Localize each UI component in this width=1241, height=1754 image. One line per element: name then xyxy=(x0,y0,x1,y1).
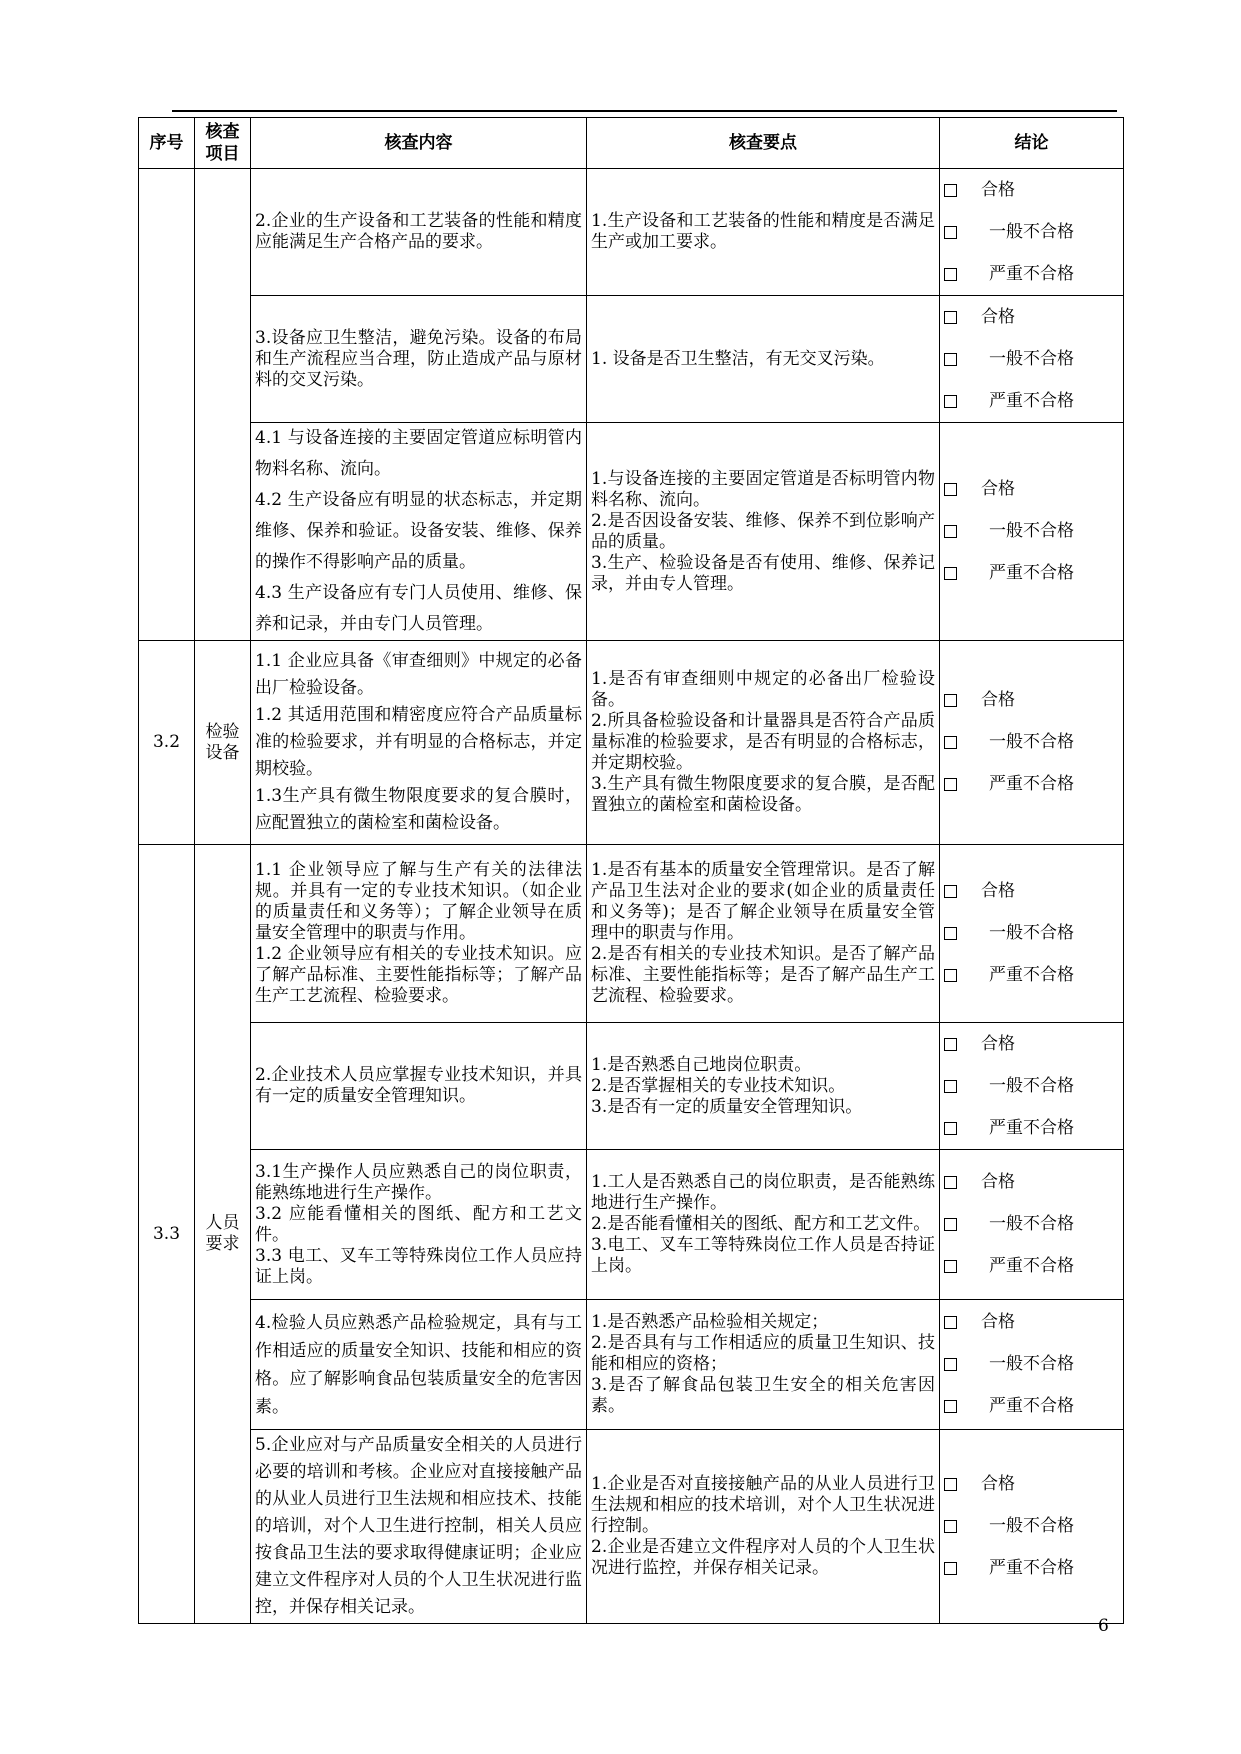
cell-line: 1.2 企业领导应有相关的专业技术知识。应了解产品标准、主要性能指标等；了解产品生产工艺流程、检验要求。 xyxy=(255,944,582,1006)
cell-line: 1.是否有审查细则中规定的必备出厂检验设备。 xyxy=(591,669,935,710)
row-points xyxy=(587,1300,940,1430)
cell-line: 2.企业是否建立文件程序对人员的个人卫生状况进行监控，并保存相关记录。 xyxy=(591,1537,935,1578)
checkbox[interactable] xyxy=(944,927,957,940)
cell-line: 5.企业应对与产品质量安全相关的人员进行必要的培训和考核。企业应对直接接触产品的从业人员进行卫生法规和相应技术、技能的培训，对个人卫生进行控制，相关人员应按食品卫生法的要求取得健康证明；企业应建立文件程序对人员的个人卫生状况进行监控，并保存相关记录。 xyxy=(255,1435,582,1617)
cell-line: 1.2 其适用范围和精密度应符合产品质量标准的检验要求，并有明显的合格标志，并定期校验。 xyxy=(255,705,582,779)
conclusion-option[interactable] xyxy=(944,680,1119,722)
conclusion-option-label: 一般不合格 xyxy=(989,221,1074,242)
cell-line: 4.检验人员应熟悉产品检验规定，具有与工作相适应的质量安全知识、技能和相应的资格。应了解影响食品包装质量安全的危害因素。 xyxy=(255,1312,582,1417)
cell-line: 1.是否熟悉自己地岗位职责。 xyxy=(591,1054,812,1075)
row-content xyxy=(251,1023,587,1150)
conclusion-option[interactable] xyxy=(944,1548,1119,1590)
header-conclusion: 结论 xyxy=(940,118,1124,169)
cell-line: 4.1 与设备连接的主要固定管道应标明管内物料名称、流向。 xyxy=(255,428,582,479)
cell-line: 3.生产、检验设备是否有使用、维修、保养记录，并由专人管理。 xyxy=(591,552,935,594)
checkbox[interactable] xyxy=(944,395,957,408)
conclusion-option-label: 合格 xyxy=(981,690,1015,710)
conclusion-option-label: 一般不合格 xyxy=(989,923,1074,943)
conclusion-cell xyxy=(940,169,1124,296)
table-row xyxy=(139,1430,1124,1624)
conclusion-option[interactable] xyxy=(944,1506,1119,1548)
inspection-table xyxy=(138,117,1124,1624)
header-item-label: 核查项目 xyxy=(205,122,240,164)
cell-line: 1.企业是否对直接接触产品的从业人员进行卫生法规和相应的技术培训，对个人卫生状况进行控制。 xyxy=(591,1474,935,1536)
checkbox[interactable] xyxy=(944,567,957,580)
cell-line: 1.1 企业应具备《审查细则》中规定的必备出厂检验设备。 xyxy=(255,651,582,698)
conclusion-option-label: 严重不合格 xyxy=(989,1396,1074,1416)
row-points xyxy=(587,845,940,1023)
row-content xyxy=(251,1150,587,1300)
cell-line: 1.1 企业领导应了解与生产有关的法律法规。并具有一定的专业技术知识。（如企业的质量责任和义务等）；了解企业领导在质量安全管理中的职责与作用。 xyxy=(255,860,582,943)
conclusion-option-label: 严重不合格 xyxy=(989,563,1074,583)
row-content xyxy=(251,423,587,641)
conclusion-option-label: 严重不合格 xyxy=(989,1117,1074,1138)
checkbox[interactable] xyxy=(944,1260,957,1273)
conclusion-option-label: 一般不合格 xyxy=(989,348,1074,369)
conclusion-option-label: 严重不合格 xyxy=(989,965,1074,985)
cell-line: 3.1生产操作人员应熟悉自己的岗位职责，能熟练地进行生产操作。 xyxy=(255,1161,582,1203)
row-content xyxy=(251,1300,587,1430)
table-row xyxy=(139,845,1124,1023)
conclusion-option-label: 合格 xyxy=(981,1312,1015,1332)
conclusion-option[interactable] xyxy=(944,296,1119,338)
conclusion-option[interactable] xyxy=(944,955,1119,997)
row-item xyxy=(195,169,251,641)
conclusion-option[interactable] xyxy=(944,913,1119,955)
cell-line: 3.设备应卫生整洁，避免污染。设备的布局和生产流程应当合理，防止造成产品与原材料的交叉污染。 xyxy=(255,327,582,390)
conclusion-option[interactable] xyxy=(944,1107,1119,1149)
conclusion-option[interactable] xyxy=(944,1204,1119,1246)
cell-line: 3.电工、叉车工等特殊岗位工作人员是否持证上岗。 xyxy=(591,1235,935,1276)
row-item-label: 检验设备 xyxy=(205,721,240,763)
table-row xyxy=(139,641,1124,845)
checkbox[interactable] xyxy=(944,483,957,496)
checkbox[interactable] xyxy=(944,885,957,898)
checkbox[interactable] xyxy=(944,1038,957,1051)
checkbox[interactable] xyxy=(944,1316,957,1329)
row-points xyxy=(587,423,940,641)
checkbox[interactable] xyxy=(944,1400,957,1413)
cell-line: 1.生产设备和工艺装备的性能和精度是否满足生产或加工要求。 xyxy=(591,211,935,252)
row-content xyxy=(251,1430,587,1624)
header-item xyxy=(195,118,251,169)
conclusion-option-label: 一般不合格 xyxy=(989,732,1074,752)
row-content xyxy=(251,296,587,423)
row-points xyxy=(587,1023,940,1150)
conclusion-option[interactable] xyxy=(944,1065,1119,1107)
conclusion-option[interactable] xyxy=(944,169,1119,211)
row-points xyxy=(587,296,940,423)
cell-line: 1. 设备是否卫生整洁，有无交叉污染。 xyxy=(591,348,885,369)
checkbox[interactable] xyxy=(944,969,957,982)
checkbox[interactable] xyxy=(944,736,957,749)
conclusion-option-label: 一般不合格 xyxy=(989,1516,1074,1536)
checkbox[interactable] xyxy=(944,525,957,538)
cell-line: 2.是否具有与工作相适应的质量卫生知识、技能和相应的资格； xyxy=(591,1333,935,1374)
checkbox[interactable] xyxy=(944,778,957,791)
conclusion-option-label: 合格 xyxy=(981,1172,1015,1192)
conclusion-option-label: 严重不合格 xyxy=(989,1558,1074,1578)
header-rule xyxy=(172,110,1117,112)
conclusion-option[interactable] xyxy=(944,1023,1119,1065)
page-number: 6 xyxy=(1098,1616,1109,1636)
cell-line: 3.3 电工、叉车工等特殊岗位工作人员应持证上岗。 xyxy=(255,1245,582,1287)
cell-line: 2.企业的生产设备和工艺装备的性能和精度应能满足生产合格产品的要求。 xyxy=(255,211,582,252)
row-number: 3.3 xyxy=(139,845,195,1624)
cell-line: 4.2 生产设备应有明显的状态标志，并定期维修、保养和验证。设备安装、维修、保养的操作不得影响产品的质量。 xyxy=(255,490,582,572)
conclusion-option-label: 合格 xyxy=(981,306,1015,327)
cell-line: 1.3生产具有微生物限度要求的复合膜时，应配置独立的菌检室和菌检设备。 xyxy=(255,786,582,833)
row-content xyxy=(251,845,587,1023)
conclusion-option-label: 严重不合格 xyxy=(989,390,1074,411)
conclusion-option[interactable] xyxy=(944,1302,1119,1344)
conclusion-option-label: 合格 xyxy=(981,479,1015,499)
checkbox[interactable] xyxy=(944,1176,957,1189)
checkbox[interactable] xyxy=(944,353,957,366)
cell-line: 1.与设备连接的主要固定管道是否标明管内物料名称、流向。 xyxy=(591,468,935,510)
row-points xyxy=(587,169,940,296)
conclusion-option-label: 一般不合格 xyxy=(989,1214,1074,1234)
conclusion-option[interactable] xyxy=(944,211,1119,253)
conclusion-cell xyxy=(940,1300,1124,1430)
checkbox[interactable] xyxy=(944,1218,957,1231)
cell-line: 3.是否了解食品包装卫生安全的相关危害因素。 xyxy=(591,1375,935,1416)
cell-line: 2.企业技术人员应掌握专业技术知识，并具有一定的质量安全管理知识。 xyxy=(255,1065,582,1106)
conclusion-option[interactable] xyxy=(944,380,1119,422)
checkbox[interactable] xyxy=(944,1562,957,1575)
conclusion-cell xyxy=(940,1430,1124,1624)
cell-line: 2.是否能看懂相关的图纸、配方和工艺文件。 xyxy=(591,1214,931,1234)
conclusion-option-label: 一般不合格 xyxy=(989,1354,1074,1374)
row-item xyxy=(195,845,251,1624)
checkbox[interactable] xyxy=(944,226,957,239)
table-row xyxy=(139,1300,1124,1430)
conclusion-cell xyxy=(940,845,1124,1023)
conclusion-option[interactable] xyxy=(944,553,1119,595)
cell-line: 2.是否有相关的专业技术知识。是否了解产品标准、主要性能指标等；是否了解产品生产工艺流程、检验要求。 xyxy=(591,944,935,1006)
conclusion-cell xyxy=(940,1023,1124,1150)
table-row xyxy=(139,1150,1124,1300)
conclusion-option-label: 严重不合格 xyxy=(989,263,1074,284)
table-row xyxy=(139,169,1124,296)
table-header-row xyxy=(139,118,1124,169)
conclusion-option-label: 合格 xyxy=(981,1474,1015,1494)
row-number: 3.2 xyxy=(139,641,195,845)
conclusion-option[interactable] xyxy=(944,1344,1119,1386)
conclusion-option[interactable] xyxy=(944,1386,1119,1428)
cell-line: 3.2 应能看懂相关的图纸、配方和工艺文件。 xyxy=(255,1203,582,1245)
conclusion-option-label: 合格 xyxy=(981,1033,1015,1054)
conclusion-option[interactable] xyxy=(944,764,1119,806)
conclusion-option-label: 合格 xyxy=(981,881,1015,901)
conclusion-option[interactable] xyxy=(944,338,1119,380)
conclusion-option-label: 一般不合格 xyxy=(989,1075,1074,1096)
cell-line: 4.3 生产设备应有专门人员使用、维修、保养和记录，并由专门人员管理。 xyxy=(255,583,582,634)
conclusion-option-label: 严重不合格 xyxy=(989,774,1074,794)
conclusion-option-label: 合格 xyxy=(981,179,1015,200)
cell-line: 3.生产具有微生物限度要求的复合膜，是否配置独立的菌检室和菌检设备。 xyxy=(591,774,935,815)
checkbox[interactable] xyxy=(944,184,957,197)
header-points: 核查要点 xyxy=(587,118,940,169)
conclusion-option[interactable] xyxy=(944,871,1119,913)
row-points xyxy=(587,1430,940,1624)
cell-line: 1.是否熟悉产品检验相关规定； xyxy=(591,1312,829,1332)
conclusion-option[interactable] xyxy=(944,1246,1119,1288)
row-points xyxy=(587,641,940,845)
row-content xyxy=(251,169,587,296)
cell-line: 2.是否因设备安装、维修、保养不到位影响产品的质量。 xyxy=(591,510,935,552)
conclusion-option-label: 严重不合格 xyxy=(989,1256,1074,1276)
conclusion-option[interactable] xyxy=(944,1464,1119,1506)
checkbox[interactable] xyxy=(944,1520,957,1533)
table-row xyxy=(139,296,1124,423)
conclusion-option-label: 一般不合格 xyxy=(989,521,1074,541)
table-row xyxy=(139,1023,1124,1150)
row-number xyxy=(139,169,195,641)
table-row xyxy=(139,423,1124,641)
conclusion-option[interactable] xyxy=(944,511,1119,553)
conclusion-option[interactable] xyxy=(944,722,1119,764)
cell-line: 2.所具备检验设备和计量器具是否符合产品质量标准的检验要求，是否有明显的合格标志，并定期校验。 xyxy=(591,711,935,773)
conclusion-cell xyxy=(940,423,1124,641)
header-content: 核查内容 xyxy=(251,118,587,169)
conclusion-option[interactable] xyxy=(944,1162,1119,1204)
checkbox[interactable] xyxy=(944,1122,957,1135)
cell-line: 2.是否掌握相关的专业技术知识。 xyxy=(591,1075,846,1096)
conclusion-option[interactable] xyxy=(944,469,1119,511)
row-content xyxy=(251,641,587,845)
conclusion-option[interactable] xyxy=(944,253,1119,295)
checkbox[interactable] xyxy=(944,1358,957,1371)
checkbox[interactable] xyxy=(944,268,957,281)
row-points xyxy=(587,1150,940,1300)
checkbox[interactable] xyxy=(944,1478,957,1491)
cell-line: 1.是否有基本的质量安全管理常识。是否了解产品卫生法对企业的要求(如企业的质量责任和义务等)；是否了解企业领导在质量安全管理中的职责与作用。 xyxy=(591,860,935,943)
checkbox[interactable] xyxy=(944,311,957,324)
cell-line: 3.是否有一定的质量安全管理知识。 xyxy=(591,1096,863,1117)
cell-line: 1.工人是否熟悉自己的岗位职责，是否能熟练地进行生产操作。 xyxy=(591,1172,935,1213)
row-item-label: 人员要求 xyxy=(205,1213,240,1254)
conclusion-cell xyxy=(940,641,1124,845)
row-item xyxy=(195,641,251,845)
conclusion-cell xyxy=(940,296,1124,423)
conclusion-cell xyxy=(940,1150,1124,1300)
checkbox[interactable] xyxy=(944,1080,957,1093)
checkbox[interactable] xyxy=(944,694,957,707)
header-no: 序号 xyxy=(139,118,195,169)
